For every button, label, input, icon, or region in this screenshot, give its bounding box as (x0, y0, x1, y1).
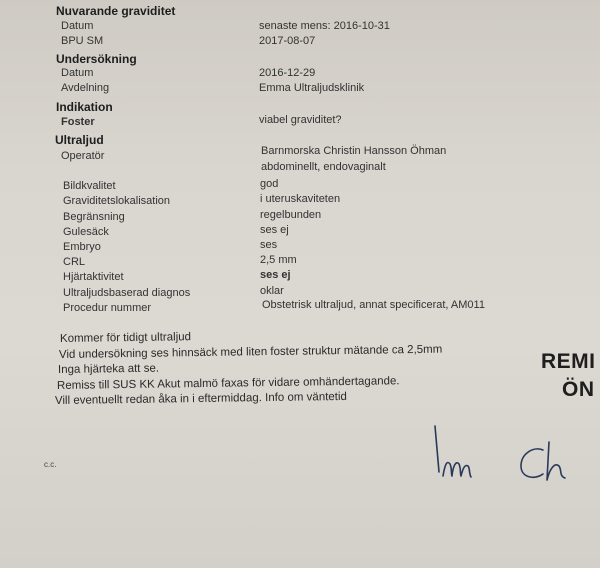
note-line: Vid undersökning ses hinnsäck med liten foster struktur mätande ca 2,5mm (58, 343, 443, 361)
signature-image (425, 420, 575, 490)
field-value: viabel graviditet? (259, 114, 342, 126)
field-value: 2017-08-07 (259, 35, 316, 47)
field-label: Avdelning (61, 82, 110, 94)
field-label: BPU SM (61, 35, 104, 47)
note-line: Vill eventuellt redan åka in i eftermiddag. Info om väntetid (54, 390, 347, 407)
section-heading-ultrasound: Ultraljud (55, 133, 104, 147)
field-value: ses ej (260, 224, 289, 236)
field-value: i uteruskaviteten (260, 193, 341, 205)
side-heading-line1: REMI (541, 350, 596, 373)
section-heading-examination: Undersökning (56, 52, 137, 66)
field-value: Obstetrisk ultraljud, annat specificerat, AM011 (262, 299, 485, 311)
note-line: Remiss till SUS KK Akut malmö faxas för vidare omhändertagande. (56, 375, 400, 392)
field-label: Datum (61, 67, 94, 79)
note-line: Inga hjärteka att se. (57, 362, 160, 376)
field-label: Procedur nummer (63, 302, 152, 314)
field-label: CRL (63, 256, 86, 268)
field-label: Bildkvalitet (63, 180, 116, 192)
field-value: 2016-12-29 (259, 67, 316, 79)
field-value: senaste mens: 2016-10-31 (259, 20, 390, 32)
section-heading-current-pregnancy: Nuvarande graviditet (56, 4, 176, 18)
section-heading-indication: Indikation (56, 100, 113, 114)
cc-label: c.c. (44, 460, 57, 469)
field-label: Hjärtaktivitet (63, 271, 124, 283)
field-label: Operatör (61, 150, 105, 162)
field-value: ses ej (260, 269, 291, 281)
field-value: regelbunden (260, 209, 322, 221)
field-label: Graviditetslokalisation (63, 195, 170, 207)
field-value: abdominellt, endovaginalt (261, 161, 386, 173)
field-value: ses (260, 239, 278, 251)
field-value: 2,5 mm (260, 254, 297, 266)
field-value: Barnmorska Christin Hansson Öhman (261, 145, 447, 157)
field-label: Ultraljudsbaserad diagnos (63, 287, 191, 299)
field-value: oklar (260, 285, 284, 297)
field-value: Emma Ultraljudsklinik (259, 82, 365, 94)
field-label: Datum (61, 20, 94, 32)
field-label: Embryo (63, 241, 101, 253)
field-value: god (260, 178, 279, 190)
field-label: Begränsning (63, 211, 125, 223)
note-line: Kommer för tidigt ultraljud (59, 331, 192, 345)
side-heading-line2: ÖN (562, 378, 595, 401)
field-label: Foster (61, 116, 95, 128)
field-label: Gulesäck (63, 226, 109, 238)
